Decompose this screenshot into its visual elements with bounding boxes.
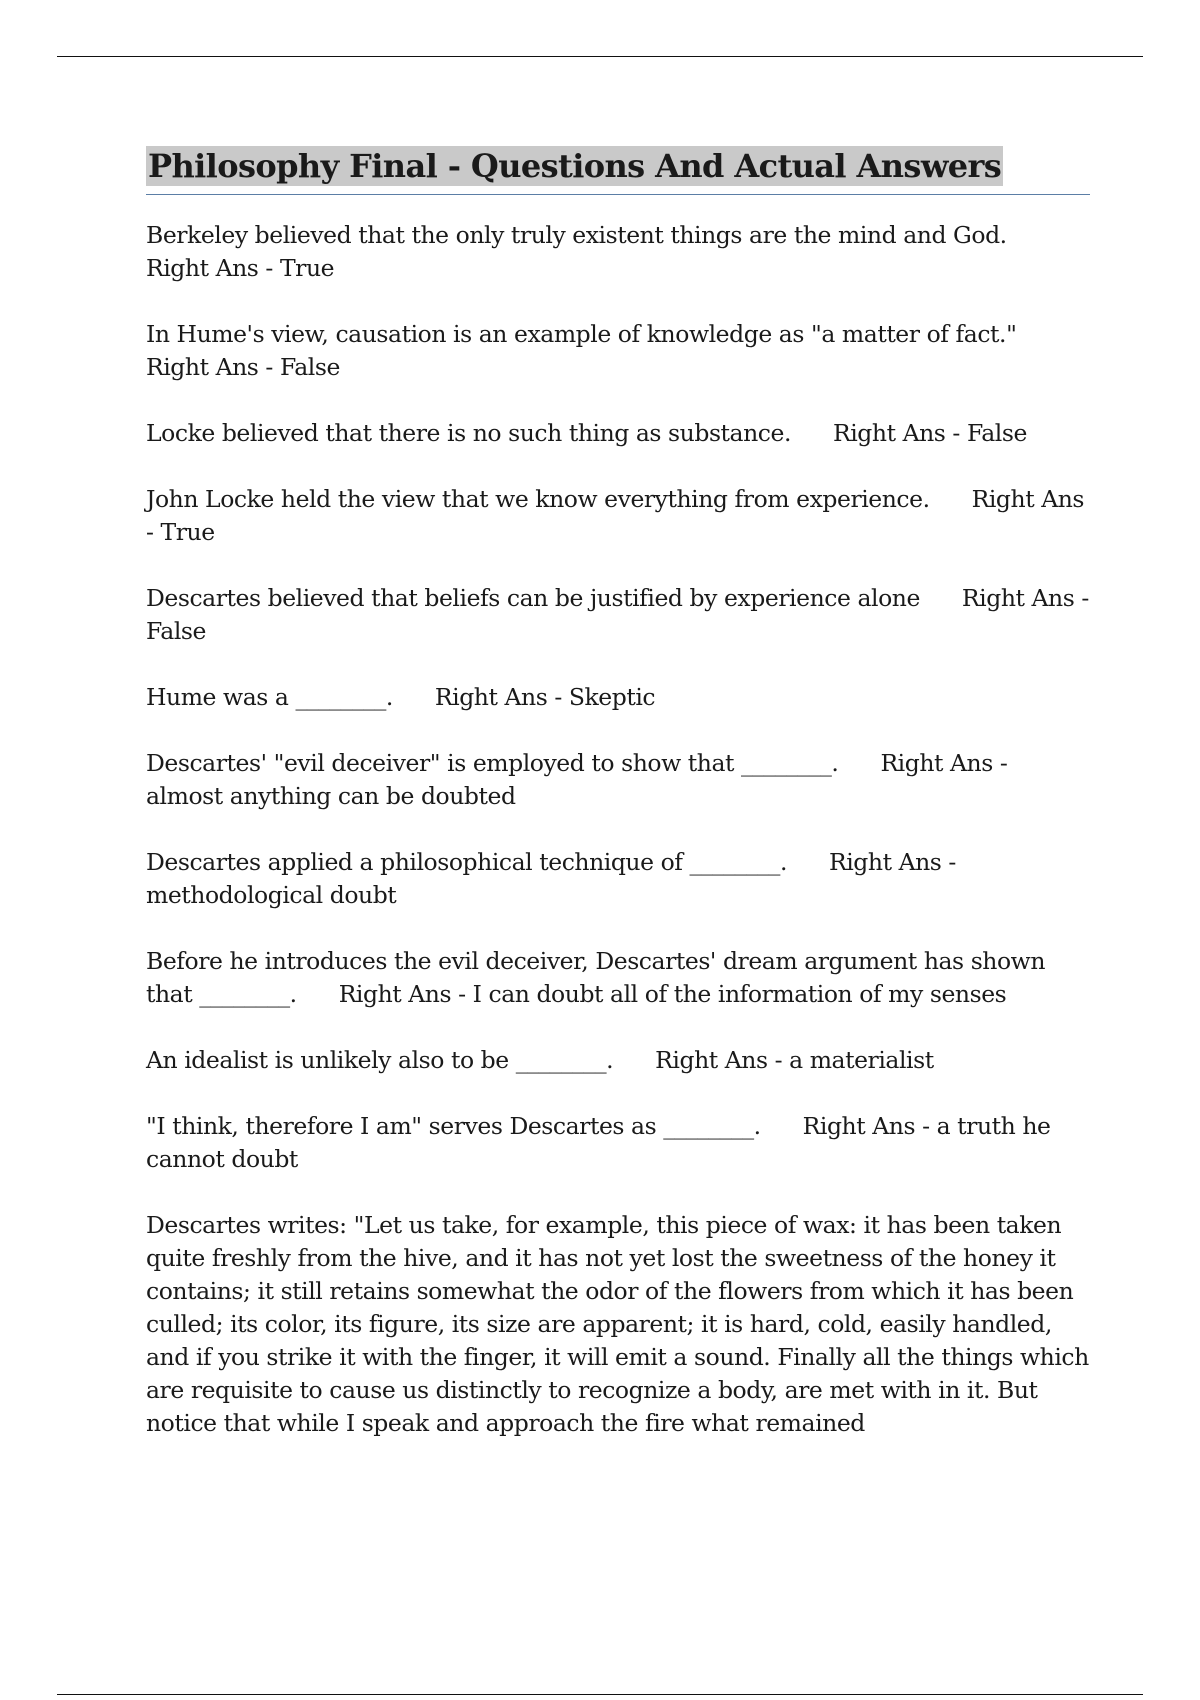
question-text: Berkeley believed that the only truly existent things are the mind and God. xyxy=(146,221,1007,249)
question-text: An idealist is unlikely also to be ________. xyxy=(146,1046,614,1074)
question-text: Hume was a ________. xyxy=(146,683,393,711)
answer-text: Right Ans - a materialist xyxy=(655,1046,934,1074)
answer-text: Right Ans - True xyxy=(146,485,1085,546)
question-text: Descartes' "evil deceiver" is employed to show that ________. xyxy=(146,749,839,777)
qa-item xyxy=(146,1044,1090,1077)
bottom-rule xyxy=(57,1694,1143,1695)
qa-item xyxy=(146,417,1090,450)
answer-text: Right Ans - methodological doubt xyxy=(146,848,956,909)
question-text: Before he introduces the evil deceiver, Descartes' dream argument has shown that ________. xyxy=(146,947,1046,1008)
answer-text: Right Ans - Skeptic xyxy=(434,683,656,711)
question-text: Descartes applied a philosophical technique of ________. xyxy=(146,848,787,876)
answer-text: Right Ans - True xyxy=(146,254,335,282)
question-text: Locke believed that there is no such thing as substance. xyxy=(146,419,791,447)
qa-item xyxy=(146,483,1090,549)
qa-list xyxy=(146,219,1090,1440)
title-block xyxy=(146,146,1090,195)
question-text: Descartes believed that beliefs can be justified by experience alone xyxy=(146,584,920,612)
question-text: Descartes writes: "Let us take, for example, this piece of wax: it has been taken quite freshly from the hive, and it has not yet lost the sweetness of the honey it contains; it still retains somewhat the odor of the flowers from which it has been culled; its color, its figure, its size are apparent; it is hard, cold, easily handled, and if you strike it with the finger, it will emit a sound. Finally all the things which are requisite to cause us distinctly to recognize a body, are met with in it. But notice that while I speak and approach the fire what remained xyxy=(146,1211,1089,1437)
qa-item xyxy=(146,219,1090,285)
question-text: "I think, therefore I am" serves Descartes as ________. xyxy=(146,1112,761,1140)
question-text: John Locke held the view that we know everything from experience. xyxy=(146,485,930,513)
qa-item xyxy=(146,747,1090,813)
answer-text: Right Ans - a truth he cannot doubt xyxy=(146,1112,1051,1173)
qa-item xyxy=(146,1110,1090,1176)
answer-text: Right Ans - False xyxy=(146,353,340,381)
qa-item xyxy=(146,582,1090,648)
answer-text: Right Ans - I can doubt all of the information of my senses xyxy=(338,980,1007,1008)
answer-text: Right Ans - False xyxy=(833,419,1027,447)
qa-item xyxy=(146,318,1090,384)
page-title: Philosophy Final - Questions And Actual Answers xyxy=(148,147,1002,185)
answer-text: Right Ans - False xyxy=(146,584,1089,645)
qa-item xyxy=(146,1209,1090,1440)
answer-text: Right Ans - almost anything can be doubted xyxy=(146,749,1008,810)
document-body xyxy=(146,146,1090,1473)
qa-item xyxy=(146,681,1090,714)
qa-item xyxy=(146,846,1090,912)
question-text: In Hume's view, causation is an example of knowledge as "a matter of fact." xyxy=(146,320,1017,348)
top-rule xyxy=(57,56,1143,57)
qa-item xyxy=(146,945,1090,1011)
